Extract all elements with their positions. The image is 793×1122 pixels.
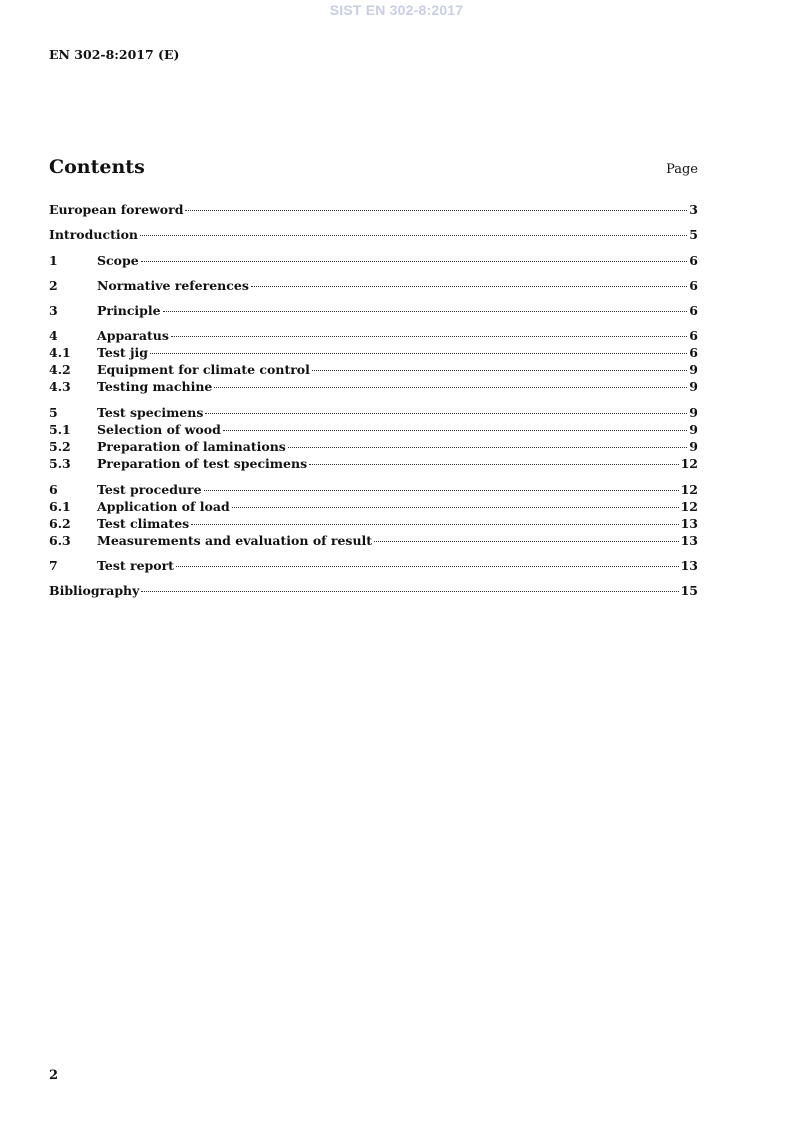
toc-leader bbox=[163, 311, 688, 312]
page-column-label: Page bbox=[666, 162, 698, 177]
toc-entry-title: Measurements and evaluation of result bbox=[97, 533, 373, 548]
toc-entry-title: Test climates bbox=[97, 516, 190, 531]
toc-entry-page: 15 bbox=[680, 583, 698, 598]
toc-entry-number: 5.1 bbox=[49, 422, 71, 437]
toc-entry-title: Test jig bbox=[97, 345, 148, 360]
toc-entry-introduction[interactable] bbox=[49, 226, 698, 243]
toc-entry-page: 12 bbox=[680, 482, 698, 497]
toc-entry-title: Equipment for climate control bbox=[97, 362, 310, 377]
toc-leader bbox=[176, 566, 679, 567]
toc-entry-title: Test specimens bbox=[97, 405, 204, 420]
toc-entry-page: 13 bbox=[680, 533, 698, 548]
toc-leader bbox=[141, 261, 688, 262]
toc-leader bbox=[205, 413, 687, 414]
toc-entry-title: Testing machine bbox=[97, 379, 213, 394]
toc-entry-page: 13 bbox=[680, 558, 698, 573]
toc-entry-page: 5 bbox=[689, 227, 698, 242]
toc-entry-application-of-load[interactable] bbox=[49, 498, 698, 515]
toc-leader bbox=[191, 524, 678, 525]
toc-entry-number: 4.3 bbox=[49, 379, 71, 394]
toc-entry-test-report[interactable] bbox=[49, 557, 698, 574]
toc-entry-number: 4.2 bbox=[49, 362, 71, 377]
toc-leader bbox=[374, 541, 679, 542]
page-number: 2 bbox=[49, 1068, 59, 1083]
toc-leader bbox=[214, 387, 687, 388]
toc-entry-title: Application of load bbox=[97, 499, 230, 514]
toc-leader bbox=[140, 235, 687, 236]
toc-leader bbox=[288, 447, 687, 448]
toc-entry-measurements-and-evaluation-of-result[interactable] bbox=[49, 532, 698, 549]
toc-entry-testing-machine[interactable] bbox=[49, 378, 698, 395]
toc-entry-page: 9 bbox=[689, 362, 698, 377]
toc-entry-number: 7 bbox=[49, 558, 58, 573]
toc-entry-number: 6.2 bbox=[49, 516, 71, 531]
toc-leader bbox=[171, 336, 687, 337]
contents-title: Contents bbox=[49, 156, 145, 178]
toc-entry-number: 6.3 bbox=[49, 533, 71, 548]
toc-entry-equipment-for-climate-control[interactable] bbox=[49, 361, 698, 378]
toc-entry-test-specimens[interactable] bbox=[49, 404, 698, 421]
toc-entry-test-climates[interactable] bbox=[49, 515, 698, 532]
toc-entry-page: 6 bbox=[689, 345, 698, 360]
toc-entry-title: European foreword bbox=[49, 202, 184, 217]
toc-leader bbox=[141, 591, 678, 592]
toc-entry-normative-references[interactable] bbox=[49, 277, 698, 294]
toc-entry-bibliography[interactable] bbox=[49, 582, 698, 599]
toc-leader bbox=[223, 430, 687, 431]
toc-entry-page: 9 bbox=[689, 405, 698, 420]
toc-entry-page: 9 bbox=[689, 379, 698, 394]
toc-entry-number: 4.1 bbox=[49, 345, 71, 360]
toc-entry-number: 4 bbox=[49, 328, 58, 343]
toc-entry-title: Bibliography bbox=[49, 583, 140, 598]
toc-leader bbox=[204, 490, 679, 491]
toc-entry-title: Normative references bbox=[97, 278, 249, 293]
toc-entry-number: 5.3 bbox=[49, 456, 71, 471]
toc-entry-title: Principle bbox=[97, 303, 161, 318]
toc-entry-page: 13 bbox=[680, 516, 698, 531]
toc-leader bbox=[150, 353, 687, 354]
watermark: SIST EN 302-8:2017 bbox=[329, 2, 464, 18]
toc-entry-title: Test report bbox=[97, 558, 174, 573]
toc-entry-page: 12 bbox=[680, 456, 698, 471]
toc-entry-page: 6 bbox=[689, 278, 698, 293]
toc-entry-title: Introduction bbox=[49, 227, 139, 242]
toc-entry-page: 3 bbox=[689, 202, 698, 217]
toc-leader bbox=[251, 286, 687, 287]
toc-entry-title: Test procedure bbox=[97, 482, 202, 497]
toc-entry-preparation-of-laminations[interactable] bbox=[49, 438, 698, 455]
toc-entry-title: Apparatus bbox=[97, 328, 169, 343]
toc-entry-test-procedure[interactable] bbox=[49, 481, 698, 498]
toc-entry-principle[interactable] bbox=[49, 302, 698, 319]
toc-entry-number: 3 bbox=[49, 303, 58, 318]
toc-entry-title: Scope bbox=[97, 253, 139, 268]
toc-entry-title: Preparation of laminations bbox=[97, 439, 286, 454]
document-id: EN 302-8:2017 (E) bbox=[49, 47, 180, 62]
toc-entry-european-foreword[interactable] bbox=[49, 201, 698, 218]
toc-entry-scope[interactable] bbox=[49, 252, 698, 269]
toc-leader bbox=[232, 507, 679, 508]
toc-entry-number: 6 bbox=[49, 482, 58, 497]
toc-entry-page: 9 bbox=[689, 439, 698, 454]
toc-entry-number: 2 bbox=[49, 278, 58, 293]
toc-entry-page: 6 bbox=[689, 253, 698, 268]
toc-leader bbox=[312, 370, 687, 371]
toc-leader bbox=[185, 210, 687, 211]
toc-leader bbox=[309, 464, 678, 465]
table-of-contents bbox=[49, 0, 698, 1122]
toc-entry-number: 1 bbox=[49, 253, 58, 268]
toc-entry-number: 5.2 bbox=[49, 439, 71, 454]
toc-entry-apparatus[interactable] bbox=[49, 327, 698, 344]
toc-entry-test-jig[interactable] bbox=[49, 344, 698, 361]
toc-entry-preparation-of-test-specimens[interactable] bbox=[49, 455, 698, 472]
toc-entry-page: 6 bbox=[689, 303, 698, 318]
toc-entry-title: Selection of wood bbox=[97, 422, 221, 437]
toc-entry-page: 9 bbox=[689, 422, 698, 437]
toc-entry-title: Preparation of test specimens bbox=[97, 456, 308, 471]
toc-entry-selection-of-wood[interactable] bbox=[49, 421, 698, 438]
toc-entry-page: 6 bbox=[689, 328, 698, 343]
toc-entry-number: 6.1 bbox=[49, 499, 71, 514]
toc-entry-page: 12 bbox=[680, 499, 698, 514]
toc-entry-number: 5 bbox=[49, 405, 58, 420]
